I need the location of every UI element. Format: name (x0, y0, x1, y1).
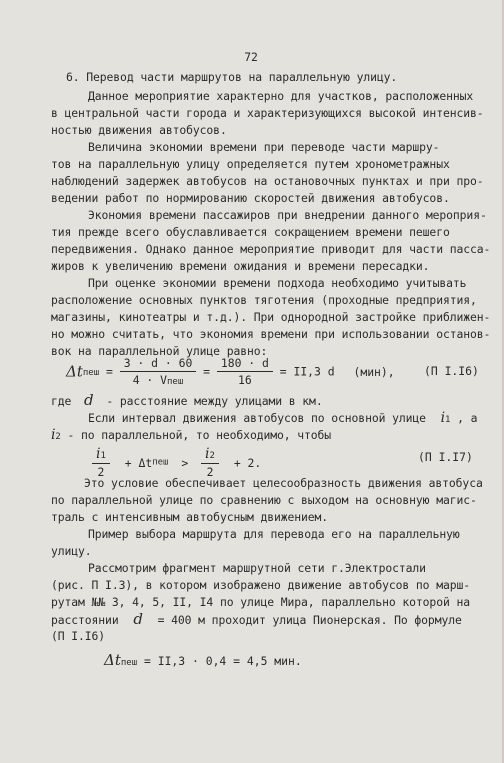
paragraph-line: в центральной части города и характеризующихся высокой интенсив- (51, 106, 484, 120)
paragraph-line: расположение основных пунктов тяготения (проходные предприятия, (51, 293, 477, 307)
paragraph-line: ностью движения автобусов. (51, 123, 227, 137)
paragraph-line: Экономия времени пассажиров при внедрении данного мероприя- (88, 208, 487, 222)
where-line: где d - расстояние между улицами в км. (51, 391, 323, 409)
paragraph-line: тия прежде всего обуславливается сокращением времени пешего (51, 225, 450, 239)
paragraph-line: улицу. (51, 544, 92, 558)
formula-fraction-i2: $\frac{i2}{2}$ (201, 446, 219, 479)
paragraph-line: Это условие обеспечивает целесообразность движения автобуса (84, 476, 483, 490)
paragraph-line: Величина экономии времени при переводе части маршру- (88, 140, 440, 154)
paragraph-line: При оценке экономии времени подхода необходимо учитывать (88, 276, 467, 290)
formula-lhs: Δt (66, 362, 83, 381)
paragraph-line: жиров к увеличению времени ожидания и времени пересадки. (51, 259, 430, 273)
paragraph-line: Пример выбора маршрута для перевода его на параллельную (88, 527, 460, 541)
paragraph-line: Если интервал движения автобусов по основной улице i1 , а (88, 410, 478, 426)
formula-fraction-i1: $\frac{i1}{2}$ (92, 446, 110, 479)
paragraph-line: i2 - по параллельной, то необходимо, чтобы (51, 427, 332, 443)
paragraph-line: (рис. П I.3), в котором изображено движение автобусов по марш- (51, 578, 470, 592)
formula-condition: $\frac{i1}{2}$ + Δtпеш > $\frac{i2}{2}$ + 2. (92, 446, 261, 479)
distance-var: d (133, 610, 143, 628)
paragraph-line: магазины, кинотеатры и т.д.). При однородной застройке приближен- (51, 310, 491, 324)
paragraph-line: вок на параллельной улице равно: (51, 344, 268, 358)
formula-reference: (П I.I7) (418, 450, 473, 464)
formula-reference: (П I.I6) (424, 364, 479, 378)
page-number: 72 (244, 50, 258, 64)
paragraph-line: рутам №№ 3, 4, 5, II, I4 по улице Мира, параллельно которой на (51, 595, 470, 609)
section-heading: 6. Перевод части маршрутов на параллельную улицу. (66, 70, 398, 84)
formula-fraction-1: $\frac{3 \cdot d \cdot 60}{\text{4 · Vпеш}}$ (120, 356, 197, 387)
formula-lhs-subscript: пеш (82, 368, 100, 378)
formula-result: = II,3 d (279, 364, 335, 379)
formula-unit: (мин), (353, 364, 395, 379)
paragraph-line: по параллельной улице по сравнению с выходом на основную магис- (51, 493, 477, 507)
paragraph-line: траль с интенсивным автобусным движением. (51, 510, 329, 524)
paragraph-line: расстоянии d = 400 м проходит улица Пионерская. По формуле (51, 610, 462, 628)
paragraph-line: передвижения. Однако данное мероприятие приводит для части пасса- (51, 242, 491, 256)
paragraph-line: Данное мероприятие характерно для участков, расположенных (88, 89, 474, 103)
formula-fraction-2: $\frac{180 \cdot d}{16}$ (217, 356, 273, 387)
formula-example: Δtпеш = II,3 · 0,4 = 4,5 мин. (104, 651, 302, 669)
paragraph-line: наблюдений задержек автобусов на остановочных пунктах и при про- (51, 174, 484, 188)
paragraph-line: но можно считать, что экономия времени при использовании останов- (51, 327, 491, 341)
formula-time-savings: Δtпеш = $\frac{3 \cdot d \cdot 60}{\text{4 · Vпеш}}$ = $\frac{180 \cdot d}{16}$ = II,3 d (мин), (66, 356, 395, 387)
paragraph-line: тов на параллельную улицу определяется путем хронометражных (51, 157, 450, 171)
paragraph-line: (П I.I6) (51, 629, 106, 643)
paragraph-line: Рассмотрим фрагмент маршрутной сети г.Электростали (88, 561, 426, 575)
paragraph-line: ведении работ по нормированию скоростей движения автобусов. (51, 191, 450, 205)
